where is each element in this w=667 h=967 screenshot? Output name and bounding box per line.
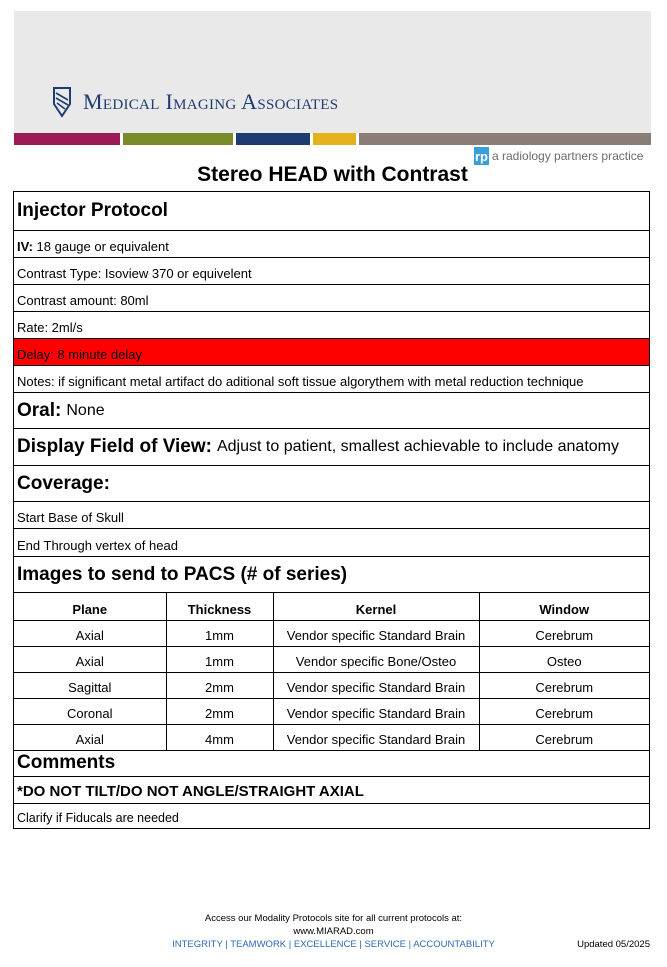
cell-thickness: 1mm: [166, 620, 273, 646]
footer-url[interactable]: www.MIARAD.com: [293, 926, 374, 937]
dfov-value: Adjust to patient, smallest achievable to include anatomy: [216, 438, 619, 455]
cell-window: Cerebrum: [479, 620, 649, 646]
coverage-start-row: Start Base of Skull: [14, 502, 649, 529]
table-row: [14, 646, 649, 672]
column-header: Thickness: [166, 593, 273, 620]
pacs-heading: Images to send to PACS (# of series): [14, 557, 649, 593]
column-header: Kernel: [273, 593, 479, 620]
color-bar: [313, 133, 356, 145]
color-bars: [14, 133, 651, 145]
table-row: [14, 672, 649, 698]
iv-label: IV:: [17, 239, 33, 254]
oral-label: Oral:: [17, 399, 62, 421]
cell-window: Osteo: [479, 646, 649, 672]
coverage-end-row: End Through vertex of head: [14, 529, 649, 557]
rp-icon: rp: [475, 148, 488, 164]
cell-plane: Axial: [14, 646, 166, 672]
pacs-header-row: [14, 593, 649, 620]
shield-logo-icon: [52, 86, 72, 118]
cell-kernel: Vendor specific Standard Brain: [273, 672, 479, 698]
table-row: [14, 724, 649, 750]
contrast-type-row: Contrast Type: Isoview 370 or equivelent: [14, 258, 649, 285]
org-name: Medical Imaging Associates: [83, 89, 339, 114]
updated-date: Updated 05/2025: [577, 939, 650, 950]
contrast-amount-row: Contrast amount: 80ml: [14, 285, 649, 312]
color-bar: [14, 133, 120, 145]
cell-kernel: Vendor specific Standard Brain: [273, 698, 479, 724]
table-row: [14, 698, 649, 724]
cell-window: Cerebrum: [479, 698, 649, 724]
delay-row: Delay: 8 minute delay: [14, 339, 649, 366]
cell-thickness: 2mm: [166, 698, 273, 724]
cell-plane: Coronal: [14, 698, 166, 724]
iv-value: 18 gauge or equivalent: [36, 239, 169, 254]
cell-kernel: Vendor specific Standard Brain: [273, 724, 479, 750]
footer-values: INTEGRITY | TEAMWORK | EXCELLENCE | SERVICE | ACCOUNTABILITY: [172, 939, 495, 950]
injector-heading: Injector Protocol: [14, 192, 649, 231]
cell-kernel: Vendor specific Standard Brain: [273, 620, 479, 646]
dfov-label: Display Field of View:: [17, 436, 212, 457]
org-logo: [52, 86, 338, 118]
footer-access-line: Access our Modality Protocols site for all current protocols at:: [204, 913, 463, 924]
cell-kernel: Vendor specific Bone/Osteo: [273, 646, 479, 672]
cell-thickness: 2mm: [166, 672, 273, 698]
page-title: Stereo HEAD with Contrast: [197, 163, 468, 186]
table-row: [14, 620, 649, 646]
notes-row: Notes: if significant metal artifact do aditional soft tissue algorythem with metal reduction technique: [14, 366, 649, 393]
column-header: Window: [479, 593, 649, 620]
color-bar: [123, 133, 233, 145]
rate-row: Rate: 2ml/s: [14, 312, 649, 339]
oral-value: None: [66, 401, 105, 419]
pacs-table: [14, 593, 649, 751]
column-header: Plane: [14, 593, 166, 620]
color-bar: [236, 133, 310, 145]
partner-tagline: a radiology partners practice: [492, 149, 644, 163]
coverage-heading: Coverage:: [14, 466, 649, 502]
cell-plane: Axial: [14, 724, 166, 750]
cell-plane: Axial: [14, 620, 166, 646]
cell-thickness: 4mm: [166, 724, 273, 750]
comments-heading: Comments: [14, 751, 649, 777]
comment-line: *DO NOT TILT/DO NOT ANGLE/STRAIGHT AXIAL: [14, 777, 649, 804]
color-bar: [359, 133, 651, 145]
iv-row: [14, 231, 649, 258]
cell-window: Cerebrum: [479, 724, 649, 750]
pacs-table-wrap: [14, 593, 649, 751]
cell-thickness: 1mm: [166, 646, 273, 672]
cell-plane: Sagittal: [14, 672, 166, 698]
comment-line: Clarify if Fiducals are needed: [17, 810, 179, 825]
dfov-row: [14, 429, 649, 466]
oral-row: [14, 393, 649, 429]
protocol-box: [13, 191, 650, 829]
cell-window: Cerebrum: [479, 672, 649, 698]
